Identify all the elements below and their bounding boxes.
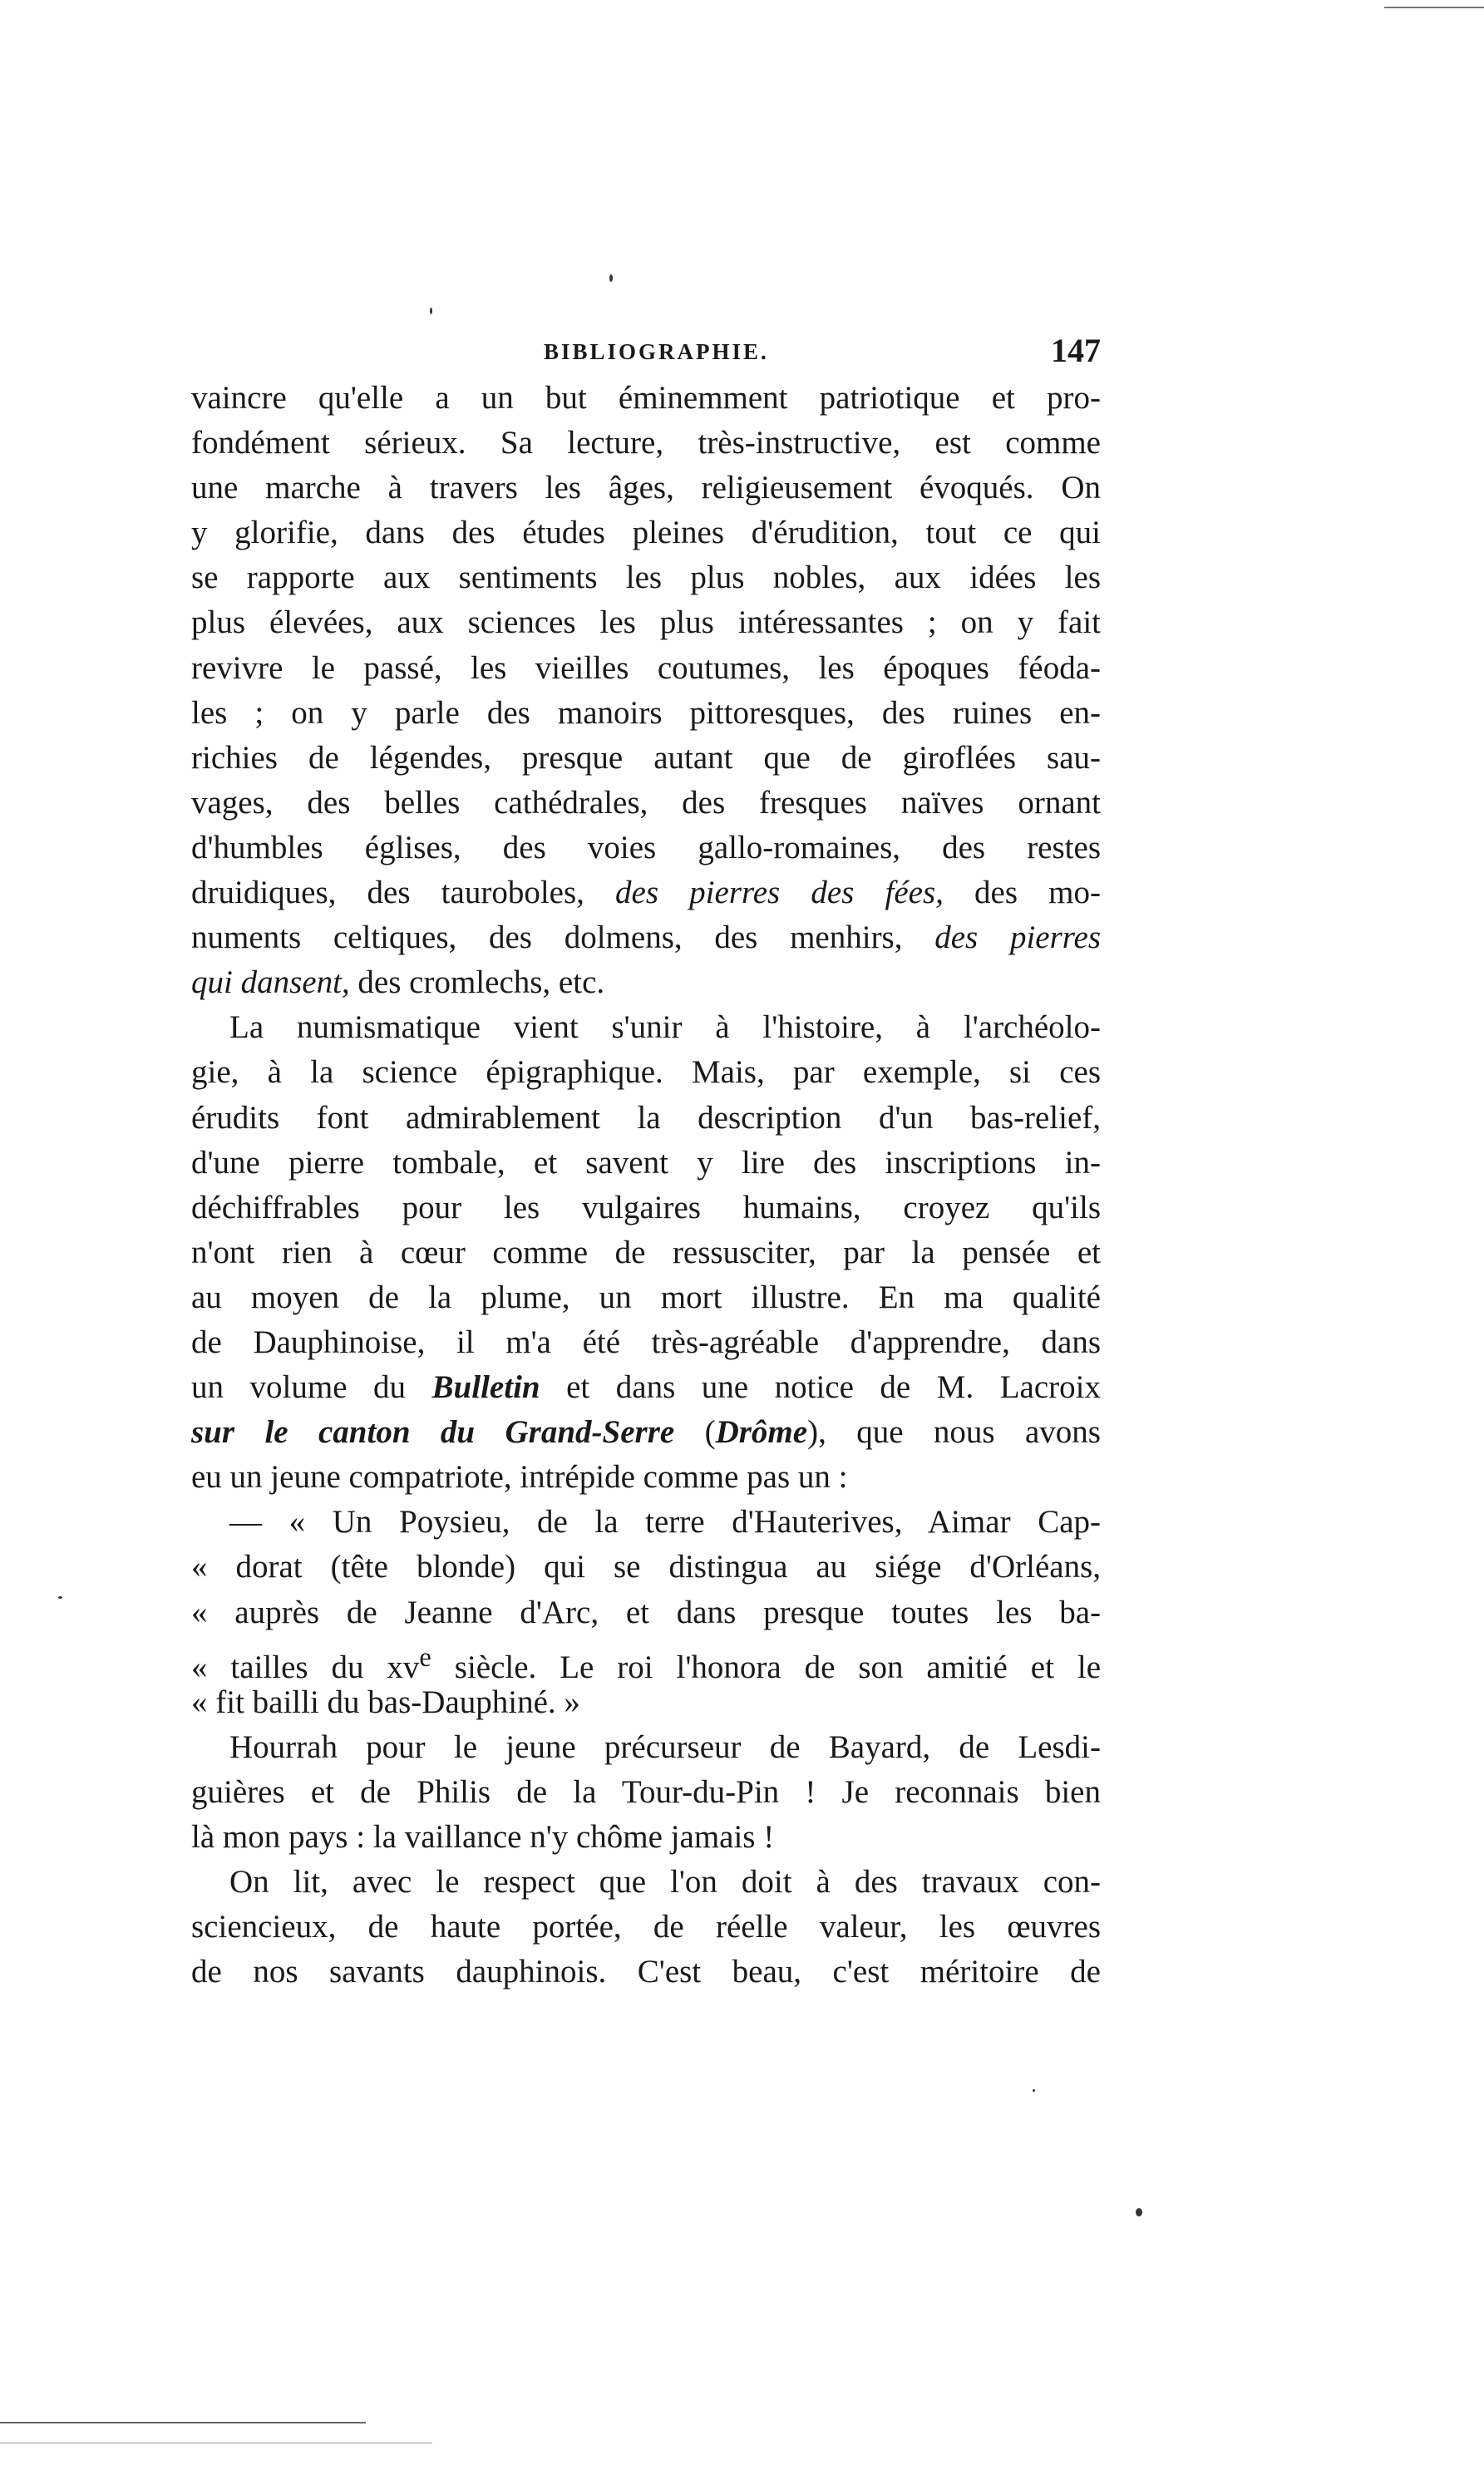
text-line: revivre le passé, les vieilles coutumes, les époques féoda- [191,649,1101,686]
running-title: BIBLIOGRAPHIE. [544,339,769,364]
quote-line: — « Un Poysieu, de la terre d'Hauterives, Aimar Cap- [229,1504,1101,1541]
text-run: druidiques, des tauroboles, [191,875,616,911]
text-line: plus élevées, aux sciences les plus intéressantes ; on y fait [191,604,1101,641]
running-head [544,331,1101,372]
text-line: eu un jeune compatriote, intrépide comme pas un : [191,1459,848,1496]
text-run: siècle. Le roi l'honora de son amitié et le [431,1649,1102,1685]
text-line: au moyen de la plume, un mort illustre. En ma qualité [191,1279,1101,1315]
text-line: de Dauphinoise, il m'a été très-agréable d'apprendre, dans [191,1324,1101,1360]
text-line: fondément sérieux. Sa lecture, très-instructive, est comme [191,425,1101,461]
italic-phrase: qui dansent, [191,964,350,1001]
text-run: et dans une notice de M. Lacroix [540,1369,1101,1406]
text-line: d'une pierre tombale, et savent y lire des inscriptions in- [191,1144,1101,1181]
text-line: là mon pays : la vaillance n'y chôme jamais ! [191,1819,775,1855]
text-line: érudits font admirablement la description d'un bas-relief, [191,1099,1101,1136]
paragraph-start: Hourrah pour le jeune précurseur de Bayard, de Lesdi- [229,1728,1101,1765]
text-line: de nos savants dauphinois. C'est beau, c'est méritoire de [191,1954,1101,1990]
scan-speck [1136,2208,1142,2216]
text-line: vaincre qu'elle a un but éminemment patriotique et pro- [191,380,1101,416]
text-line: déchiffrables pour les vulgaires humains, croyez qu'ils [191,1189,1101,1225]
text-line-bulletin [191,1365,1101,1410]
text-line: gie, à la science épigraphique. Mais, par exemple, si ces [191,1054,1101,1091]
text-line-qui-dansent [191,960,1101,1005]
italic-title: sur le canton du Grand-Serre [191,1414,675,1451]
text-run: « tailles du xv [191,1649,420,1685]
text-line-druidiques [191,870,1101,915]
scan-speck [58,1596,62,1599]
italic-title: Bulletin [431,1369,540,1406]
paragraph-start: La numismatique vient s'unir à l'histoire, à l'archéolo- [229,1009,1101,1046]
text-line: guières et de Philis de la Tour-du-Pin ! Je reconnais bien [191,1773,1101,1810]
quote-line: « auprès de Jeanne d'Arc, et dans presque toutes les ba- [191,1594,1101,1630]
text-line: vages, des belles cathédrales, des fresques naïves ornant [191,784,1101,821]
text-run: ), que nous avons [807,1414,1101,1451]
text-line: richies de légendes, presque autant que de giroflées sau- [191,739,1101,776]
text-line: d'humbles églises, des voies gallo-romaines, des restes [191,829,1101,865]
scan-speck [1033,2089,1035,2092]
text-run: numents celtiques, des dolmens, des menhirs, [191,920,935,956]
italic-phrase: des pierres des fées, [615,875,944,911]
text-line-canton [191,1410,1101,1455]
superscript: e [419,1642,431,1673]
text-run: ( [674,1414,716,1451]
quote-line: « fit bailli du bas-Dauphiné. » [191,1684,580,1720]
text-run: un volume du [191,1369,432,1406]
quote-line-xv [191,1635,1102,1685]
paragraph-start: On lit, avec le respect que l'on doit à des travaux con- [229,1864,1101,1901]
text-line: se rapporte aux sentiments les plus nobles, aux idées les [191,560,1101,596]
text-line: n'ont rien à cœur comme de ressusciter, par la pensée et [191,1234,1101,1270]
scan-edge-bottom [0,2422,366,2423]
scan-speck [609,274,613,282]
italic-title: Drôme [715,1414,808,1451]
text-run: des mo- [943,875,1101,911]
text-run: des cromlechs, etc. [349,964,605,1001]
scan-speck [430,308,432,314]
italic-phrase: des pierres [934,920,1101,956]
quote-line: « dorat (tête blonde) qui se distingua au siége d'Orléans, [191,1549,1101,1585]
page-number: 147 [1051,332,1101,369]
text-line: les ; on y parle des manoirs pittoresques, des ruines en- [191,694,1101,731]
text-line: y glorifie, dans des études pleines d'érudition, tout ce qui [191,515,1101,551]
scan-edge-top [1384,7,1484,8]
page-body [191,376,1101,1994]
text-line: sciencieux, de haute portée, de réelle valeur, les œuvres [191,1909,1101,1945]
text-line: une marche à travers les âges, religieusement évoqués. On [191,470,1101,506]
text-line-numents [191,915,1101,960]
